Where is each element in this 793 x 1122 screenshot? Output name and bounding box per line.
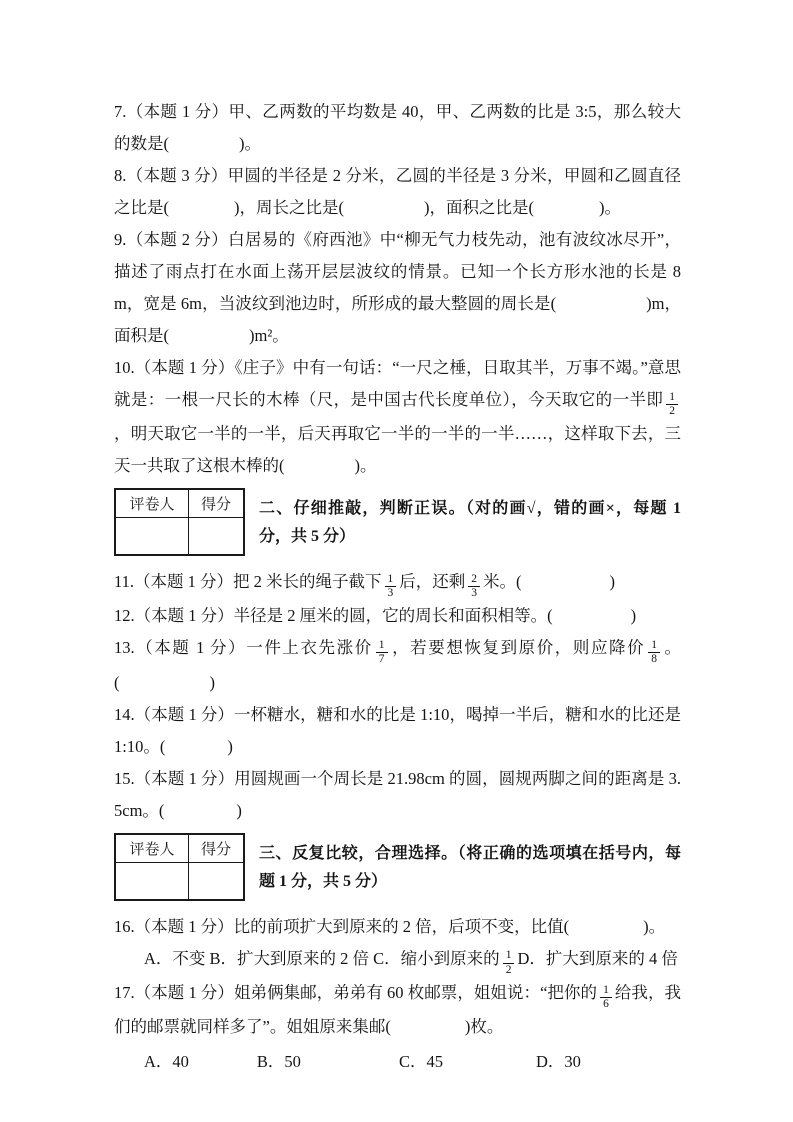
score-label: 得分: [189, 834, 245, 863]
option-d: D．30: [535, 1052, 581, 1072]
question-17: 17.（本题 1 分）姐弟俩集邮，弟弟有 60 枚邮票，姐姐说：“把你的 $\frac{1}{6}$ 给我，我们的邮票就同样多了”。姐姐原来集邮( )枚。: [114, 982, 682, 1037]
question-7: 7.（本题 1 分）甲、乙两数的平均数是 40，甲、乙两数的比是 3:5，那么较大的数是( )。: [114, 102, 681, 153]
option-c: C．45: [398, 1052, 443, 1072]
answer-blank: ( ): [163, 198, 240, 217]
fraction: $\frac{1}{7}$: [376, 639, 388, 666]
question-11: 11.（本题 1 分）把 2 米长的绳子截下 $\frac{1}{3}$ 后，还剩 $\frac{2}{3}$ 米。( ): [114, 572, 616, 600]
option-b: B．50: [256, 1052, 301, 1072]
fraction: $\frac{2}{3}$: [468, 573, 480, 600]
grader-score-table: [114, 488, 245, 556]
score-empty-cell: [189, 518, 245, 556]
fraction: $\frac{1}{8}$: [648, 639, 660, 666]
question-10: 10.（本题 1 分）《庄子》中有一句话：“一尺之棰，日取其半，万事不竭。”意思就是：一根一尺长的木棒（尺，是中国古代长度单位），今天取它的一半即 $\frac{1}{2}$ ，明天取它一半的一半，后天再取它一半的一半的一半……，这样取下去，三天一共取了这根木棒的( )。: [114, 358, 681, 476]
question-17-options: [114, 1045, 681, 1079]
question-14: 14.（本题 1 分）一杯糖水，糖和水的比是 1:10，喝掉一半后，糖和水的比还是 1:10。( ): [114, 704, 681, 756]
question-8: 8.（本题 3 分）甲圆的半径是 2 分米，乙圆的半径是 3 分米，甲圆和乙圆直径之比是( )，周长之比是( )，面积之比是( )。: [114, 166, 681, 217]
question-16: 16.（本题 1 分）比的前项扩大到原来的 2 倍，后项不变，比值( )。: [114, 916, 666, 936]
fraction: $\frac{1}{2}$: [666, 391, 678, 418]
question-9: 9.（本题 2 分）白居易的《府西池》中“柳无气力枝先动，池有波纹冰尽开”，描述了雨点打在水面上荡开层层波纹的情景。已知一个长方形水池的长是 8m，宽是 6m，当波纹到池边时，所形成的最大整圆的周长是( )m，面积是( )m²。: [114, 230, 681, 345]
question-12: 12.（本题 1 分）半径是 2 厘米的圆，它的周长和面积相等。( ): [114, 606, 637, 626]
option-a: A．40: [144, 1052, 189, 1072]
answer-blank: ( ): [163, 326, 255, 345]
answer-blank: ( ): [516, 572, 616, 592]
section-choice-header: [114, 833, 681, 901]
answer-blank: ( ): [563, 916, 649, 936]
score-label: 得分: [189, 489, 245, 518]
question-16-options: A．不变 B．扩大到原来的 2 倍 C．缩小到原来的 $\frac{1}{2}$ D．扩大到原来的 4 倍: [144, 948, 678, 976]
grader-empty-cell: [115, 862, 189, 900]
answer-blank: ( ): [158, 800, 242, 820]
question-13: 13.（本题 1 分）一件上衣先涨价 $\frac{1}{7}$ ，若要想恢复到原价，则应降价 $\frac{1}{8}$ 。( ): [114, 638, 682, 692]
answer-blank: ( ): [338, 198, 430, 217]
grader-label: 评卷人: [115, 834, 189, 863]
answer-blank: ( ): [114, 672, 215, 692]
question-15: 15.（本题 1 分）用圆规画一个周长是 21.98cm 的圆，圆规两脚之间的距离是 3.5cm。( ): [114, 768, 681, 820]
fraction: $\frac{1}{3}$: [385, 573, 397, 600]
section-judge-title: 二、仔细推敲，判断正误。（对的画√，错的画×，每题 1 分，共 5 分）: [259, 500, 681, 546]
grader-empty-cell: [115, 518, 189, 556]
grader-score-table: [114, 833, 245, 901]
answer-blank: ( ): [528, 198, 605, 217]
answer-blank: ( ): [163, 134, 245, 153]
answer-blank: ( ): [547, 606, 637, 626]
grader-label: 评卷人: [115, 489, 189, 518]
fraction: $\frac{1}{6}$: [600, 984, 612, 1011]
answer-blank: ( ): [385, 1017, 471, 1037]
answer-blank: ( ): [159, 736, 233, 756]
score-empty-cell: [189, 862, 245, 900]
section-choice-title: 三、反复比较，合理选择。（将正确的选项填在括号内，每题 1 分，共 5 分）: [259, 844, 681, 890]
exam-content: [114, 96, 681, 1079]
answer-blank: ( ): [550, 294, 652, 313]
section-judge-header: [114, 488, 681, 556]
answer-blank: ( ): [279, 456, 360, 476]
fraction: $\frac{1}{2}$: [503, 949, 515, 976]
